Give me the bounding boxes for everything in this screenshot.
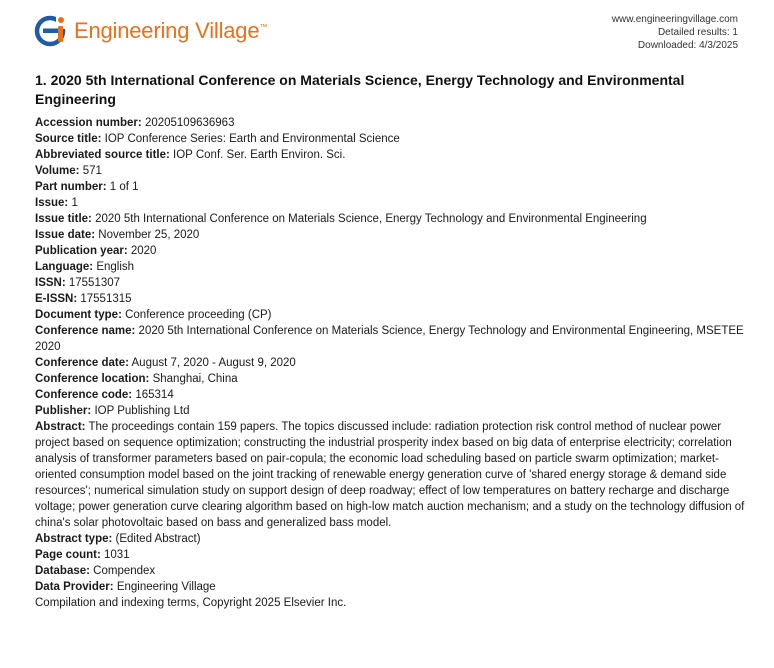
record-field xyxy=(35,387,745,403)
field-value: IOP Publishing Ltd xyxy=(94,405,190,417)
record-field xyxy=(35,563,745,579)
field-label: Accession number: xyxy=(35,117,142,129)
field-label: Source title: xyxy=(35,133,102,145)
record-field xyxy=(35,243,745,259)
field-value: English xyxy=(96,261,135,273)
record-field xyxy=(35,355,745,371)
record-detail xyxy=(35,71,745,611)
copyright-line: Compilation and indexing terms, Copyright 2025 Elsevier Inc. xyxy=(35,597,347,609)
field-value: November 25, 2020 xyxy=(98,229,200,241)
field-label: Issue date: xyxy=(35,229,96,241)
field-value: Shanghai, China xyxy=(152,373,238,385)
field-value: August 7, 2020 - August 9, 2020 xyxy=(131,357,296,369)
field-value: 1031 xyxy=(104,549,130,561)
record-field xyxy=(35,259,745,275)
field-value: 1 xyxy=(71,197,78,209)
field-value: 20205109636963 xyxy=(144,117,235,129)
record-field xyxy=(35,211,745,227)
field-value: 2020 xyxy=(130,245,157,257)
record-field xyxy=(35,547,745,563)
field-value: IOP Conference Series: Earth and Environmental Science xyxy=(104,133,400,145)
field-value: IOP Conf. Ser. Earth Environ. Sci. xyxy=(173,149,346,161)
brand-name: Engineering Village™ xyxy=(74,18,268,43)
field-value: 2020 5th International Conference on Materials Science, Energy Technology and Environmental Engineering xyxy=(95,213,647,225)
field-value: Conference proceeding (CP) xyxy=(125,309,272,321)
field-value: 2020 5th International Conference on Materials Science, Energy Technology and Environmental Engineering, MSETEE 2020 xyxy=(35,325,744,353)
field-label: Document type: xyxy=(35,309,122,321)
download-date: Downloaded: 4/3/2025 xyxy=(637,40,738,51)
field-label: Page count: xyxy=(35,549,101,561)
record-field xyxy=(35,307,745,323)
field-label: Part number: xyxy=(35,181,107,193)
record-field xyxy=(35,163,745,179)
field-label: Conference code: xyxy=(35,389,133,401)
record-field xyxy=(35,419,745,531)
field-label: Data Provider: xyxy=(35,581,114,593)
download-meta xyxy=(612,13,738,52)
field-label: Publisher: xyxy=(35,405,92,417)
field-value: Engineering Village xyxy=(116,581,216,593)
field-label: Volume: xyxy=(35,165,80,177)
field-label: Conference name: xyxy=(35,325,136,337)
engineering-village-logo[interactable] xyxy=(34,14,267,48)
record-field xyxy=(35,195,745,211)
field-label: Conference date: xyxy=(35,357,129,369)
record-field xyxy=(35,579,745,595)
field-value: 571 xyxy=(82,165,102,177)
field-label: Language: xyxy=(35,261,94,273)
record-field xyxy=(35,323,745,355)
field-label: Abstract type: xyxy=(35,533,113,545)
record-field xyxy=(35,403,745,419)
field-value: Compendex xyxy=(93,565,156,577)
field-label: Abbreviated source title: xyxy=(35,149,170,161)
field-label: Abstract: xyxy=(35,421,86,433)
field-value: 165314 xyxy=(135,389,174,401)
record-field xyxy=(35,115,745,131)
page-header xyxy=(0,0,774,60)
record-field xyxy=(35,131,745,147)
engineering-village-logo-icon xyxy=(34,14,68,48)
record-field xyxy=(35,371,745,387)
field-label: Publication year: xyxy=(35,245,128,257)
field-label: Database: xyxy=(35,565,90,577)
field-value: 17551307 xyxy=(68,277,121,289)
field-label: Issue title: xyxy=(35,213,92,225)
detailed-results-count: Detailed results: 1 xyxy=(657,27,738,38)
record-field xyxy=(35,291,745,307)
record-field xyxy=(35,531,745,547)
field-value: (Edited Abstract) xyxy=(115,533,201,545)
record-field xyxy=(35,147,745,163)
field-value: 17551315 xyxy=(80,293,132,305)
record-field xyxy=(35,179,745,195)
field-value: 1 of 1 xyxy=(109,181,139,193)
field-value: The proceedings contain 159 papers. The topics discussed include: radiation protection risk control method of nuclear power project based on sequence optimization; constructing the industrial prosperity index based on big data of enterprise electricity; correlation analysis of transformer parameters based on pair-copula; the economic load scheduling based on particle swarm optimization; market-oriented consumption model based on the joint tracking of renewable energy generation curve of 'shared energy storage & demand side resources'; numerical simulation study on support design of deep roadway; effect of low temperatures on battery recharge and discharge voltage; power generation curve clearing algorithm based on high-low match auction mechanism; and a study on the technology diffusion of china's solar photovoltaic based on bass and generalized bass model. xyxy=(35,421,745,529)
record-field xyxy=(35,275,745,291)
field-label: E-ISSN: xyxy=(35,293,78,305)
site-url: www.engineeringvillage.com xyxy=(611,14,738,25)
record-fields xyxy=(35,115,745,595)
record-title: 1. 2020 5th International Conference on Materials Science, Energy Technology and Environmental Engineering xyxy=(35,72,685,107)
field-label: Issue: xyxy=(35,197,69,209)
field-label: Conference location: xyxy=(35,373,150,385)
field-label: ISSN: xyxy=(35,277,66,289)
record-field xyxy=(35,227,745,243)
